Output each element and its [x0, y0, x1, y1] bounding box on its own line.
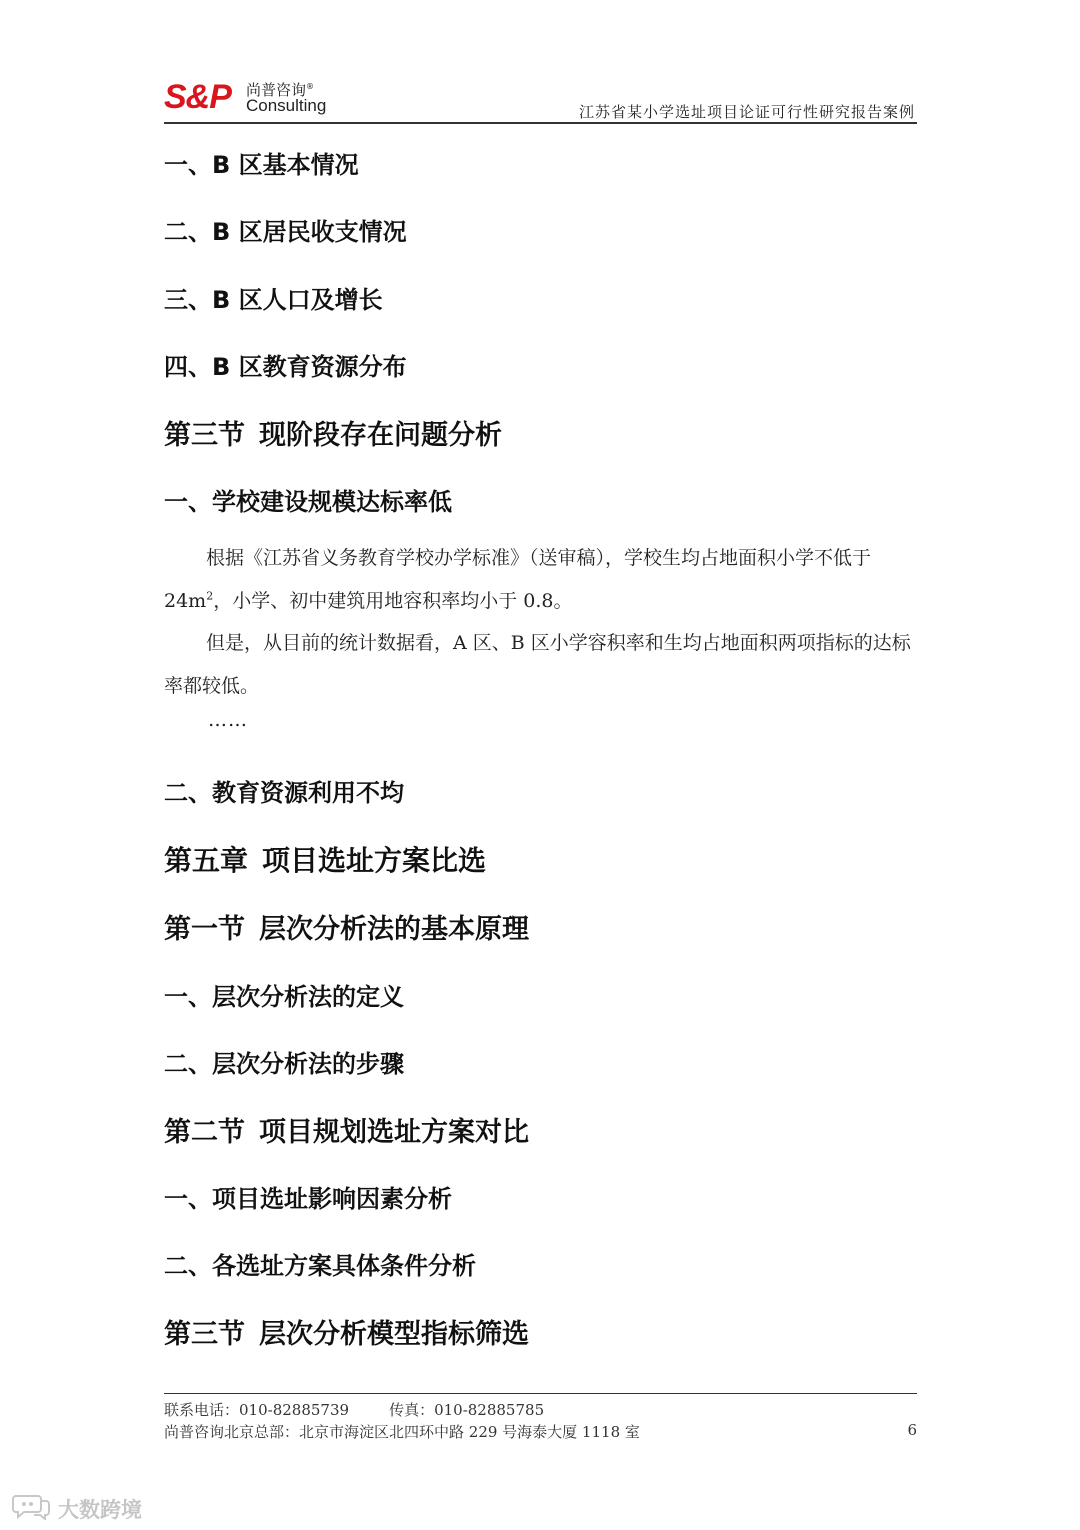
- footer-address: 尚普咨询北京总部：北京市海淀区北四环中路 229 号海泰大厦 1118 室: [164, 1423, 640, 1441]
- footer-fax: 传真：010-82885785: [389, 1401, 545, 1419]
- logo-chinese-name: 尚普咨询®: [246, 81, 315, 99]
- page-number: 6: [907, 1421, 917, 1439]
- heading-b-basic: 一、B 区基本情况: [164, 151, 359, 179]
- section-heading-indicator-screening: 第三节 层次分析模型指标筛选: [164, 1319, 529, 1350]
- logo-mark: S&P: [164, 78, 231, 116]
- paragraph-standard: 根据《江苏省义务教育学校办学标准》（送审稿），学校生均占地面积小学不低于 $24m^2$，小学、初中建筑用地容积率均小于 0.8。: [164, 547, 872, 612]
- heading-influence-factors: 一、项目选址影响因素分析: [164, 1185, 452, 1213]
- heading-b-income: 二、B 区居民收支情况: [164, 218, 407, 246]
- chat-bubble-icon: [12, 1492, 52, 1520]
- heading-site-conditions: 二、各选址方案具体条件分析: [164, 1252, 476, 1280]
- heading-uneven-resources: 二、教育资源利用不均: [164, 779, 404, 807]
- heading-ahp-steps: 二、层次分析法的步骤: [164, 1050, 404, 1078]
- logo-english-name: Consulting: [246, 96, 327, 115]
- heading-ahp-definition: 一、层次分析法的定义: [164, 983, 404, 1011]
- paragraph-statistics: 但是，从目前的统计数据看，A 区、B 区小学容积率和生均占地面积两项指标的达标率都较低。: [164, 632, 911, 697]
- section-heading-ahp-principle: 第一节 层次分析法的基本原理: [164, 914, 529, 945]
- heading-b-population: 三、B 区人口及增长: [164, 286, 383, 314]
- footer-divider: [164, 1393, 917, 1394]
- footer-contact: [164, 1399, 544, 1420]
- watermark-text: 大数跨境: [58, 1498, 142, 1522]
- footer-phone: 联系电话：010-82885739: [164, 1401, 350, 1419]
- heading-b-education: 四、B 区教育资源分布: [164, 353, 407, 381]
- section-heading-problems: 第三节 现阶段存在问题分析: [164, 420, 502, 451]
- section-heading-plan-comparison: 第二节 项目规划选址方案对比: [164, 1117, 529, 1148]
- heading-scale-rate: 一、学校建设规模达标率低: [164, 488, 452, 516]
- ellipsis: ……: [208, 709, 248, 731]
- chapter-heading-site-selection: 第五章 项目选址方案比选: [164, 844, 487, 877]
- header-divider: [164, 122, 917, 124]
- document-title: 江苏省某小学选址项目论证可行性研究报告案例: [578, 103, 915, 121]
